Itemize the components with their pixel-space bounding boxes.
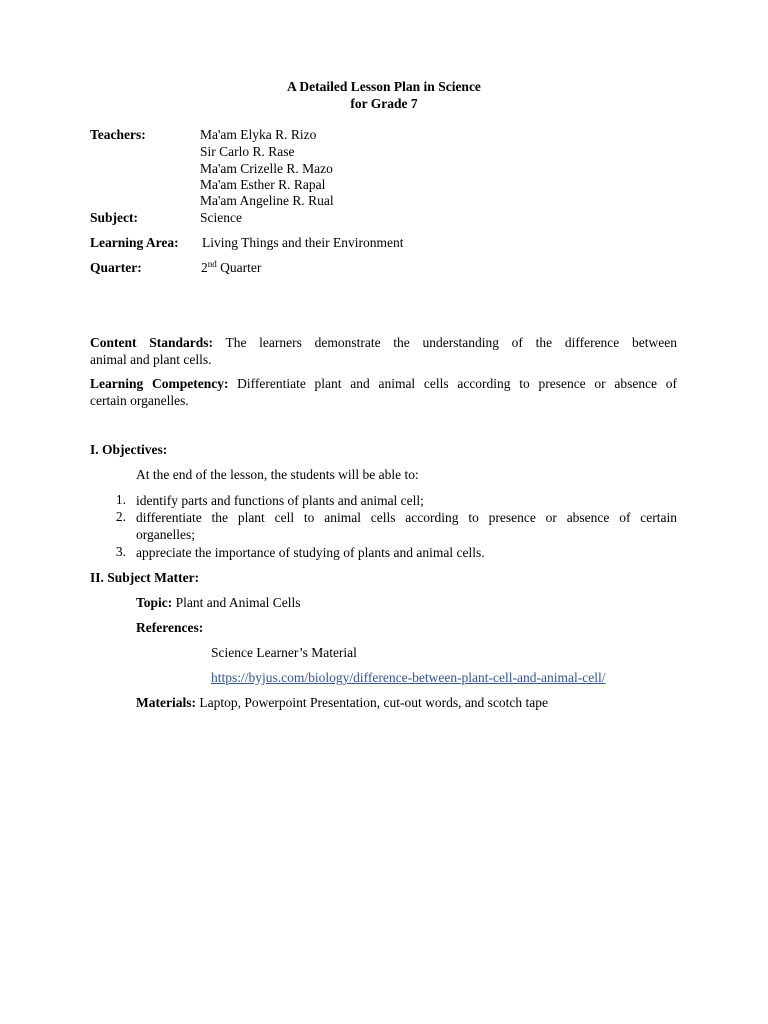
objective-item: identify parts and functions of plants and animal cell;	[136, 493, 424, 508]
learning-competency	[90, 375, 677, 409]
learning-area-label: Learning Area:	[90, 235, 179, 250]
content-standards	[90, 334, 677, 368]
learning-competency-text: Differentiate plant and animal cells according to presence or absence of	[228, 376, 677, 391]
materials-value: Laptop, Powerpoint Presentation, cut-out words, and scotch tape	[195, 695, 549, 710]
document-subtitle: for Grade 7	[350, 96, 418, 111]
references-label: References:	[136, 620, 204, 635]
quarter-ordinal: nd	[207, 259, 217, 269]
objectives-heading: I. Objectives:	[90, 442, 168, 457]
content-standards-label: Content Standards:	[90, 335, 213, 350]
objective-item	[136, 509, 677, 543]
quarter-word: Quarter	[216, 260, 262, 275]
objective-number: 2.	[115, 509, 126, 524]
objective-number: 1.	[115, 492, 126, 507]
learning-competency-label: Learning Competency:	[90, 376, 229, 391]
topic-label: Topic:	[136, 595, 173, 610]
teacher-name: Sir Carlo R. Rase	[200, 144, 295, 159]
teacher-name: Ma'am Elyka R. Rizo	[200, 127, 317, 142]
materials-line	[136, 695, 548, 711]
content-standards-line: animal and plant cells.	[90, 352, 212, 367]
subject-matter-heading: II. Subject Matter:	[90, 570, 200, 585]
teachers-label: Teachers:	[90, 127, 146, 142]
objective-item: appreciate the importance of studying of plants and animal cells.	[136, 545, 485, 560]
reference-item: Science Learner’s Material	[211, 645, 357, 660]
objectives-intro: At the end of the lesson, the students will be able to:	[136, 467, 419, 482]
topic-value: Plant and Animal Cells	[172, 595, 301, 610]
objective-item-line: differentiate the plant cell to animal cells according to presence or absence of certain	[136, 510, 677, 525]
quarter-label: Quarter:	[90, 260, 142, 275]
subject-value: Science	[200, 210, 242, 225]
content-standards-text: The learners demonstrate the understanding of the difference between	[212, 335, 677, 350]
teacher-name: Ma'am Crizelle R. Mazo	[200, 161, 333, 176]
objective-number: 3.	[115, 544, 126, 559]
quarter-number: 2	[201, 260, 208, 275]
teacher-name: Ma'am Esther R. Rapal	[200, 177, 326, 192]
content-standards-line	[90, 334, 677, 351]
objective-item-line: organelles;	[136, 527, 195, 542]
materials-label: Materials:	[136, 695, 196, 710]
reference-link[interactable]: https://byjus.com/biology/difference-between-plant-cell-and-animal-cell/	[211, 670, 606, 685]
reference-link-container	[211, 670, 606, 686]
teacher-name: Ma'am Angeline R. Rual	[200, 193, 334, 208]
subject-label: Subject:	[90, 210, 138, 225]
learning-area-value: Living Things and their Environment	[202, 235, 404, 250]
document-title: A Detailed Lesson Plan in Science	[287, 79, 481, 94]
learning-competency-line	[90, 375, 677, 392]
learning-competency-line: certain organelles.	[90, 393, 189, 408]
quarter-value	[201, 260, 261, 276]
topic-line	[136, 595, 301, 611]
